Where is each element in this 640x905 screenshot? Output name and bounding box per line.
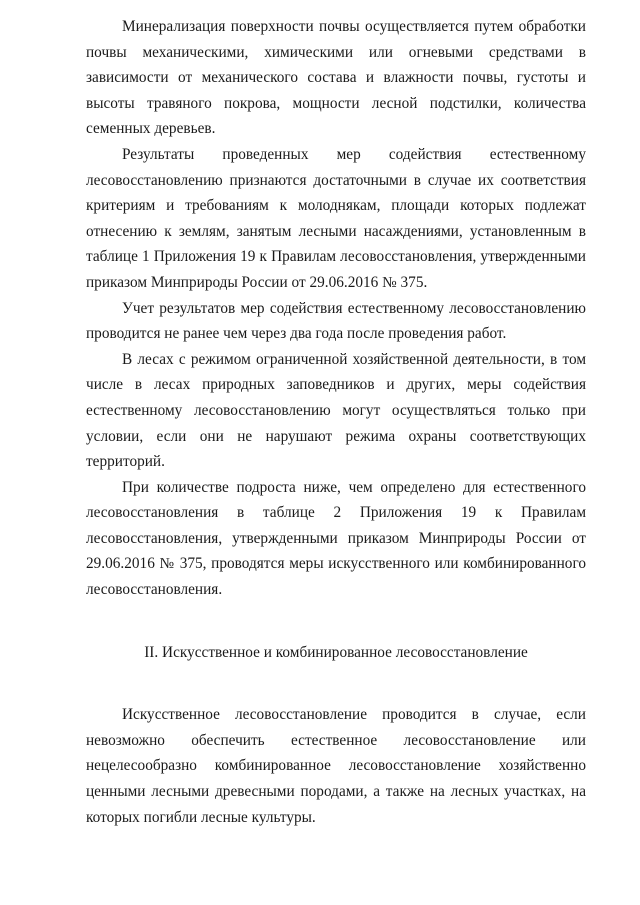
paragraph-artificial-reforestation: Искусственное лесовосстановление проводится в случае, если невозможно обеспечить естественное лесовосстановление или нецелесообразно комбинированное лесовосстановление хозяйственно ценными лесными древесными породами, а также на лесных участках, на которых погибли лесные культуры. — [86, 706, 586, 826]
paragraph-assistance-results: Результаты проведенных мер содействия естественному лесовосстановлению признаются достаточными в случае их соответствия критериям и требованиям к молоднякам, площади которых подлежат отнесению к землям, занятым лесными насаждениями, установленным в таблице 1 Приложения 19 к Правилам лесовосстановления, утвержденными приказом Минприроды России от 29.06.2016 № 375. — [86, 145, 586, 291]
paragraph-restricted-forests: В лесах с режимом ограниченной хозяйственной деятельности, в том числе в лесах природных заповедников и других, меры содействия естественному лесовосстановлению могут осуществляться только при условии, если они не нарушают режима охраны соответствующих территорий. — [86, 350, 586, 471]
paragraph-soil-mineralization: Минерализация поверхности почвы осуществляется путем обработки почвы механическими, химическими или огневыми средствами в зависимости от механического состава и влажности почвы, густоты и высоты травяного покрова, мощности лесной подстилки, количества семенных деревьев. — [86, 18, 586, 138]
paragraph-results-accounting: Учет результатов мер содействия естественному лесовосстановлению проводится не ранее чем через два года после проведения работ. — [86, 299, 586, 343]
paragraph-undergrowth-quantity: При количестве подроста ниже, чем определено для естественного лесовосстановления в таблице 2 Приложения 19 к Правилам лесовосстановления, утвержденными приказом Минприроды России от 29.06.2016 № 375, проводятся меры искусственного или комбинированного лесовосстановления. — [86, 478, 586, 599]
section-heading: II. Искусственное и комбинированное лесовосстановление — [144, 643, 528, 661]
